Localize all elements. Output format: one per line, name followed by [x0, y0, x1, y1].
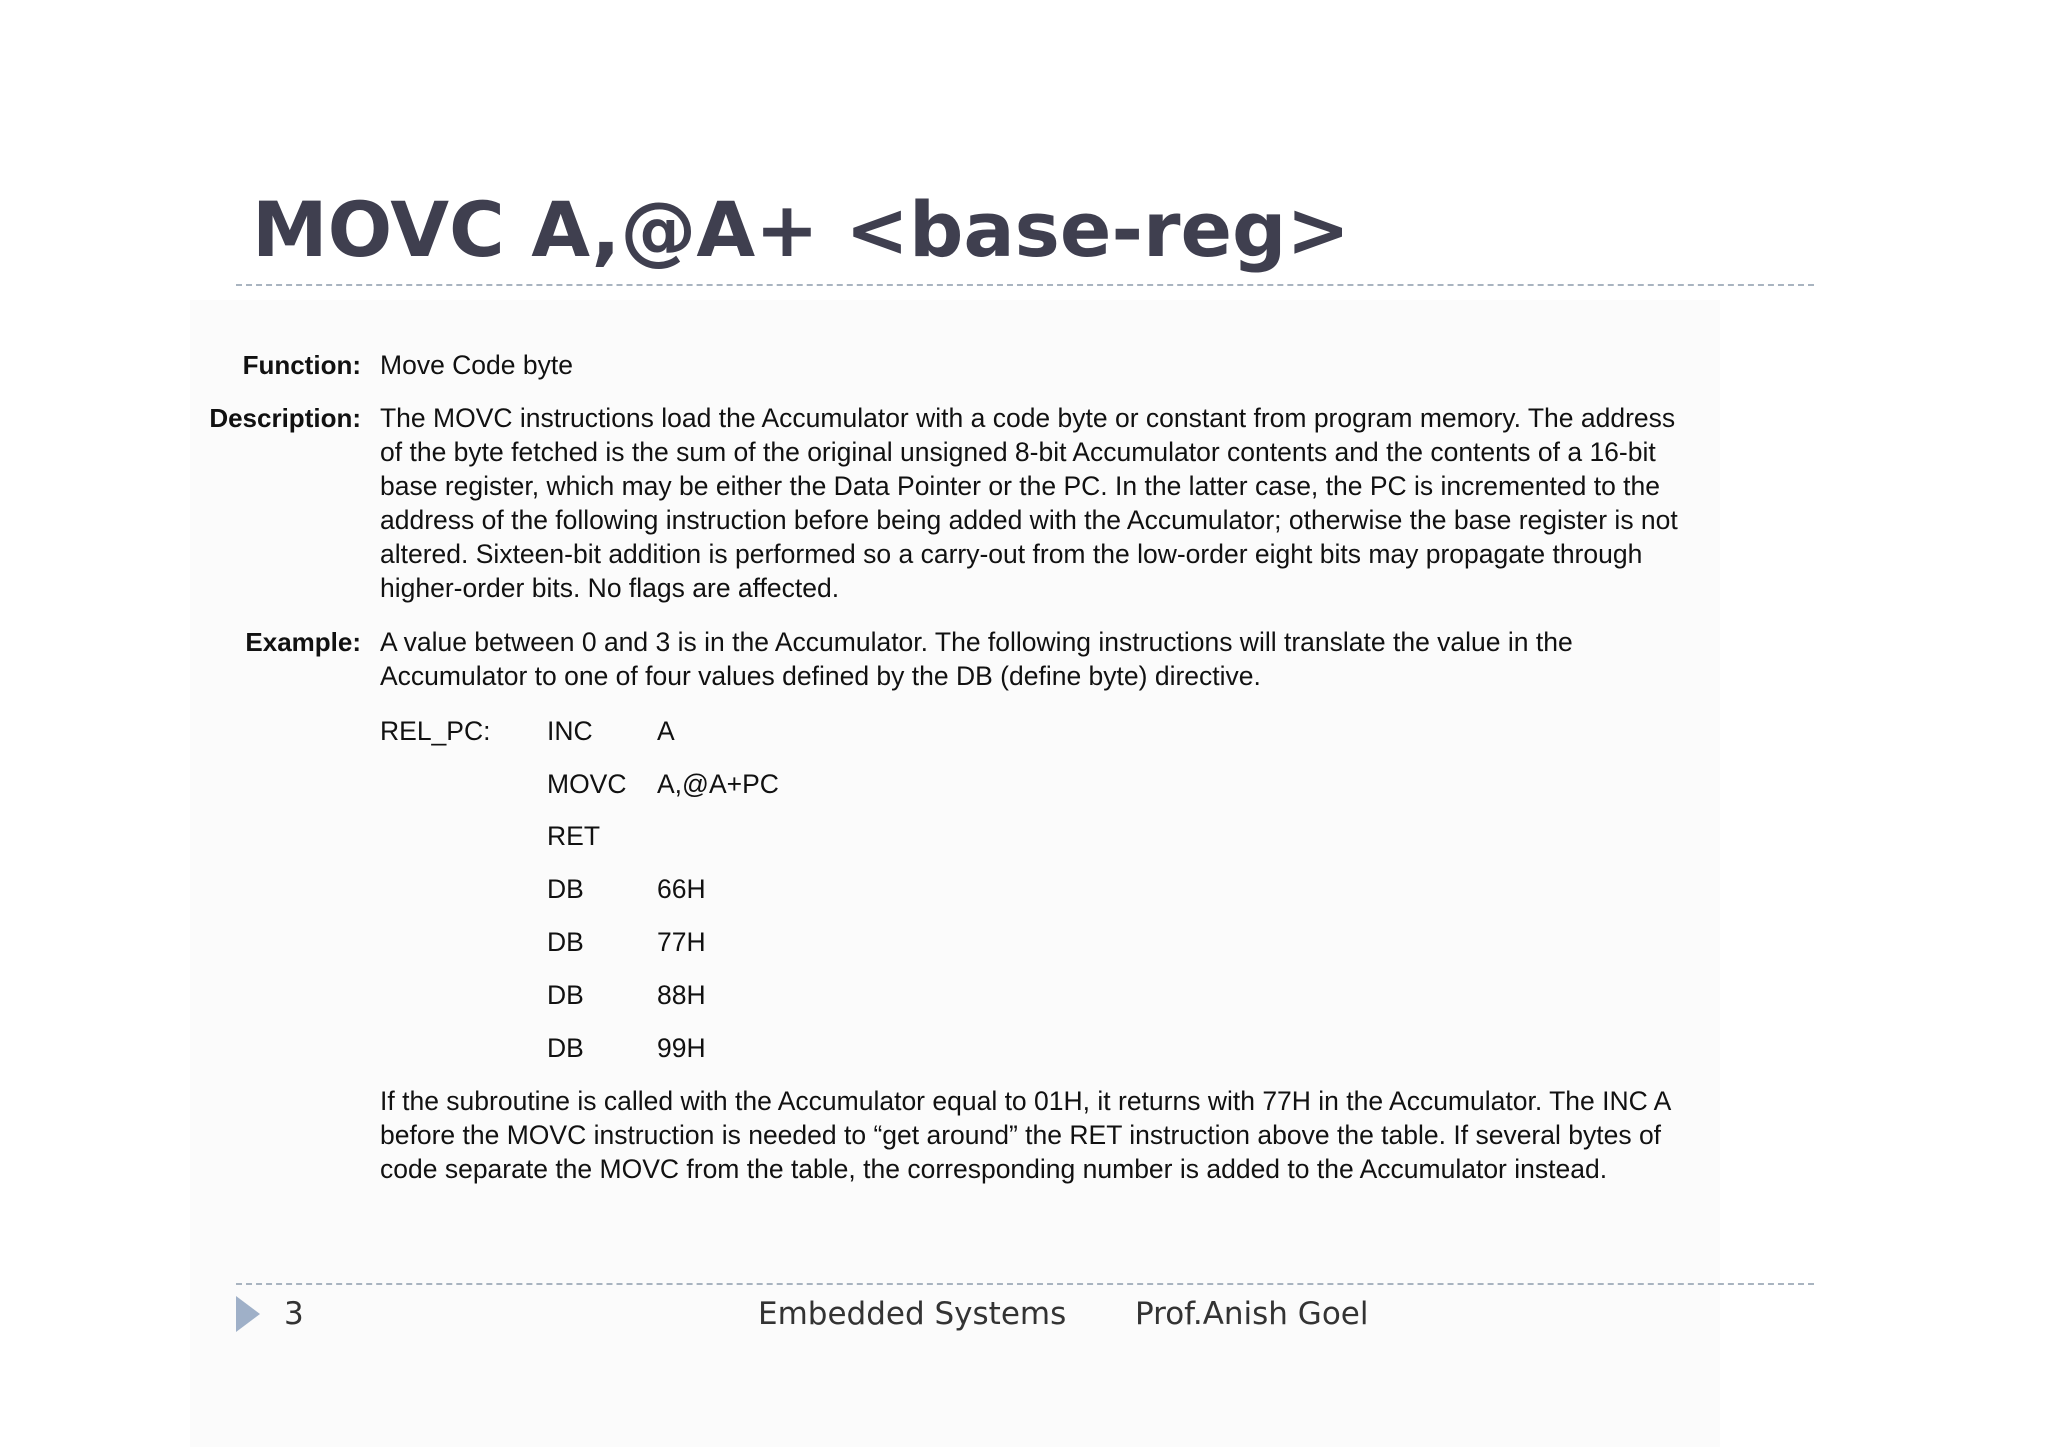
description-line: base register, which may be either the Data Pointer or the PC. In the latter case, the PC is incremented to the: [380, 471, 1661, 501]
code-opcode: DB: [547, 927, 584, 957]
description-line: altered. Sixteen-bit addition is performed so a carry-out from the low-order eight bits may propagate through: [380, 539, 1643, 569]
code-operand: 99H: [657, 1033, 706, 1063]
code-opcode: DB: [547, 874, 584, 904]
description-line: The MOVC instructions load the Accumulator with a code byte or constant from program memory. The address: [380, 403, 1676, 433]
code-opcode: INC: [547, 716, 593, 746]
description-label: Description:: [209, 403, 361, 433]
function-text: Move Code byte: [380, 350, 573, 380]
triangle-bullet-icon: [236, 1296, 260, 1332]
footer-author: Prof.Anish Goel: [1135, 1296, 1369, 1332]
code-operand: 77H: [657, 927, 706, 957]
code-label: REL_PC:: [380, 716, 491, 746]
code-opcode: RET: [547, 821, 600, 851]
description-line: address of the following instruction before being added with the Accumulator; otherwise the base register is not: [380, 505, 1678, 535]
code-operand: A: [657, 716, 675, 746]
code-opcode: MOVC: [547, 769, 627, 799]
code-opcode: DB: [547, 1033, 584, 1063]
code-operand: 66H: [657, 874, 706, 904]
example-explanation-line: code separate the MOVC from the table, the corresponding number is added to the Accumulator instead.: [380, 1154, 1608, 1184]
title-divider: [236, 284, 1814, 286]
page-number: 3: [284, 1296, 304, 1332]
example-explanation-line: If the subroutine is called with the Accumulator equal to 01H, it returns with 77H in the Accumulator. The INC A: [380, 1086, 1672, 1116]
description-text: [380, 401, 1678, 605]
footer-divider: [236, 1283, 1814, 1285]
function-label: Function:: [242, 350, 361, 380]
example-intro-line: A value between 0 and 3 is in the Accumulator. The following instructions will translate the value in the: [380, 627, 1573, 657]
example-intro: [380, 625, 1573, 693]
code-operand: 88H: [657, 980, 706, 1010]
example-explanation-line: before the MOVC instruction is needed to “get around” the RET instruction above the table. If several bytes of: [380, 1120, 1662, 1150]
example-label: Example:: [245, 627, 361, 657]
example-intro-line: Accumulator to one of four values defined by the DB (define byte) directive.: [380, 661, 1261, 691]
slide-title: MOVC A,@A+ <base-reg>: [252, 185, 1351, 274]
code-opcode: DB: [547, 980, 584, 1010]
description-line: higher-order bits. No flags are affected.: [380, 573, 840, 603]
code-operand: A,@A+PC: [657, 769, 779, 799]
example-explanation: [380, 1084, 1671, 1186]
description-line: of the byte fetched is the sum of the original unsigned 8-bit Accumulator contents and the contents of a 16-bit: [380, 437, 1656, 467]
footer-course: Embedded Systems: [758, 1296, 1067, 1332]
